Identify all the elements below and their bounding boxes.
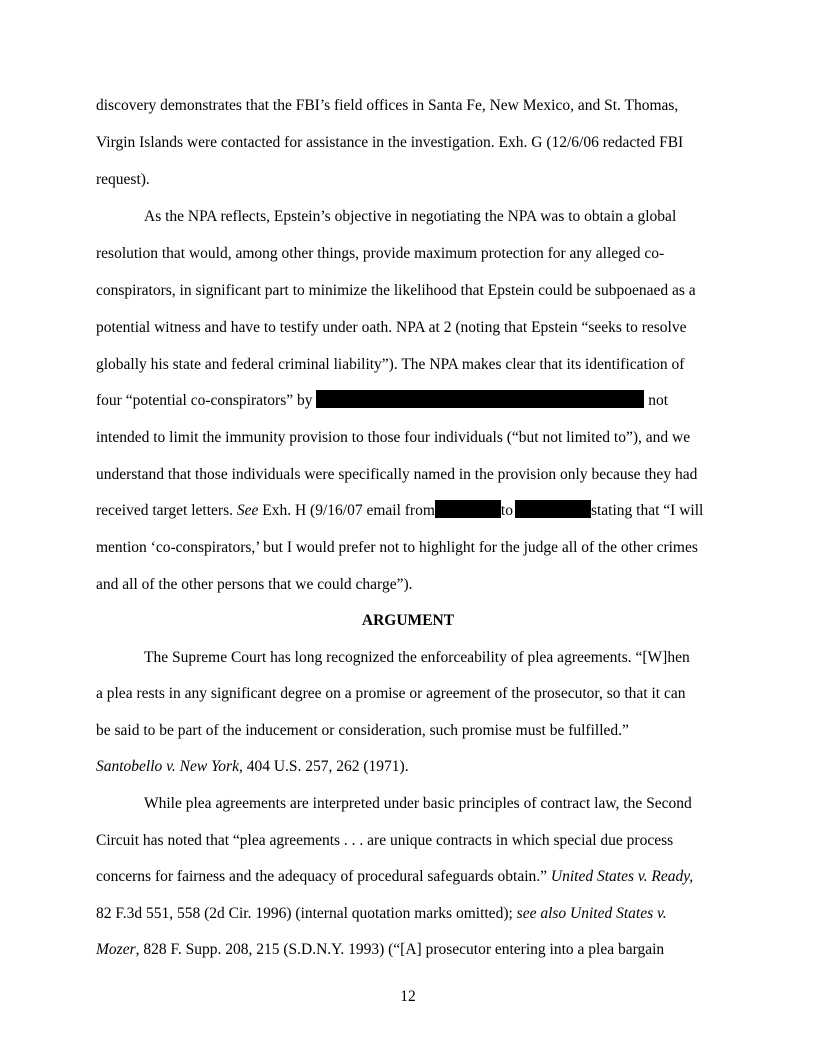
text-line: [96, 939, 720, 961]
text-line: [96, 500, 720, 522]
text-line: request).: [96, 171, 150, 188]
text-line: [96, 390, 720, 412]
text-line: resolution that would, among other things, provide maximum protection for any alleged co-: [96, 245, 665, 262]
case-citation: see also United States v.: [516, 905, 667, 922]
text-line: [96, 903, 720, 925]
text-line: and all of the other persons that we could charge”).: [96, 576, 413, 593]
text-span: 82 F.3d 551, 558 (2d Cir. 1996) (internal quotation marks omitted);: [96, 905, 517, 922]
text-line: potential witness and have to testify under oath. NPA at 2 (noting that Epstein “seeks to resolve: [96, 319, 687, 336]
text-line: Circuit has noted that “plea agreements . . . are unique contracts in which special due process: [96, 832, 674, 849]
text-span: 404 U.S. 257, 262 (1971).: [242, 758, 409, 775]
redaction-block: [435, 500, 501, 518]
text-line: globally his state and federal criminal liability”). The NPA makes clear that its identification of: [96, 356, 685, 373]
text-line: [96, 756, 720, 778]
redaction-block: [515, 500, 591, 518]
text-line: understand that those individuals were specifically named in the provision only because they had: [96, 466, 698, 483]
text-line: Virgin Islands were contacted for assistance in the investigation. Exh. G (12/6/06 redacted FBI: [96, 134, 684, 151]
text-span: four “potential co-conspirators” by: [96, 392, 313, 409]
case-citation: Santobello v. New York,: [96, 758, 243, 775]
text-span: to: [500, 502, 513, 519]
signal-see: See: [236, 502, 259, 519]
text-line: mention ‘co-conspirators,’ but I would prefer not to highlight for the judge all of the other crimes: [96, 539, 698, 556]
case-citation: Mozer: [96, 941, 136, 958]
text-line: a plea rests in any significant degree on a promise or agreement of the prosecutor, so that it can: [96, 685, 686, 702]
text-line: [96, 866, 720, 888]
text-line: be said to be part of the inducement or consideration, such promise must be fulfilled.”: [96, 722, 629, 739]
text-span: concerns for fairness and the adequacy of procedural safeguards obtain.”: [96, 868, 551, 885]
page-number: 12: [400, 988, 416, 1005]
text-span: Exh. H (9/16/07 email from: [258, 502, 435, 519]
text-line: intended to limit the immunity provision to those four individuals (“but not limited to”), and we: [96, 429, 691, 446]
redaction-block: [316, 390, 644, 408]
text-line: The Supreme Court has long recognized the enforceability of plea agreements. “[W]hen: [144, 649, 690, 666]
text-span: not: [648, 392, 669, 409]
text-span: , 828 F. Supp. 208, 215 (S.D.N.Y. 1993) (“[A] prosecutor entering into a plea bargain: [135, 941, 665, 958]
case-citation: United States v. Ready,: [550, 868, 694, 885]
text-span: stating that “I will: [590, 502, 704, 519]
text-line: As the NPA reflects, Epstein’s objective in negotiating the NPA was to obtain a global: [144, 208, 677, 225]
section-heading: ARGUMENT: [361, 612, 455, 629]
text-span: received target letters.: [96, 502, 237, 519]
text-line: While plea agreements are interpreted under basic principles of contract law, the Second: [144, 795, 692, 812]
text-line: conspirators, in significant part to minimize the likelihood that Epstein could be subpoenaed as a: [96, 282, 696, 299]
text-line: discovery demonstrates that the FBI’s field offices in Santa Fe, New Mexico, and St. Thomas,: [96, 97, 679, 114]
